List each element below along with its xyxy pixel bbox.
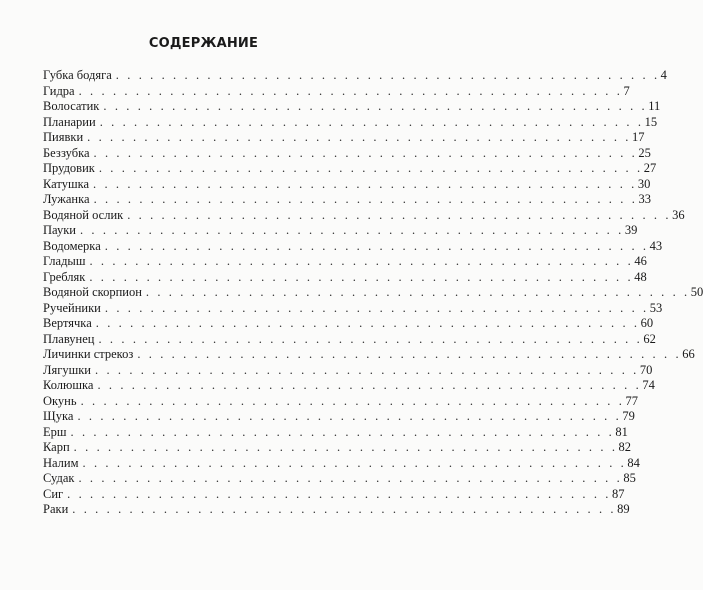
toc-entry-page-number: 53 <box>649 300 663 315</box>
toc-entry-label: Катушка <box>43 176 90 191</box>
toc-entry-page-number: 15 <box>644 114 658 129</box>
toc-entry[interactable] <box>43 223 638 239</box>
toc-entry-label: Гидра <box>43 83 75 98</box>
toc-entry[interactable] <box>43 362 653 379</box>
toc-entry-label: Ручейники <box>43 300 101 315</box>
toc-entry-page-number: 17 <box>632 130 645 144</box>
dot-leader: . . . . . . . . . . . . . . . . . . . . . . . . . . . . . . . . . . . . . . . . . . . . . . . . <box>70 424 615 439</box>
toc-entry-label: Карп <box>43 440 70 454</box>
dot-leader: . . . . . . . . . . . . . . . . . . . . . . . . . . . . . . . . . . . . . . . . . . . . . . . . <box>87 130 632 144</box>
toc-entry-label: Пиявки <box>43 130 84 144</box>
toc-entry-label: Судак <box>43 471 75 485</box>
toc-entry[interactable] <box>43 409 635 425</box>
dot-leader: . . . . . . . . . . . . . . . . . . . . . . . . . . . . . . . . . . . . . . . . . . . . . . . . <box>115 68 660 82</box>
toc-entry[interactable] <box>43 378 655 394</box>
dot-leader: . . . . . . . . . . . . . . . . . . . . . . . . . . . . . . . . . . . . . . . . . . . . . . . . <box>89 269 634 284</box>
toc-entry[interactable] <box>43 502 630 518</box>
toc-entry[interactable] <box>43 424 628 441</box>
toc-entry-page-number: 11 <box>648 99 661 113</box>
toc-entry-page-number: 48 <box>634 269 647 284</box>
dot-leader: . . . . . . . . . . . . . . . . . . . . . . . . . . . . . . . . . . . . . . . . . . . . . . . . <box>103 99 648 113</box>
toc-entry[interactable] <box>43 347 695 363</box>
dot-leader: . . . . . . . . . . . . . . . . . . . . . . . . . . . . . . . . . . . . . . . . . . . . . . . . <box>99 114 644 129</box>
toc-entry[interactable] <box>43 161 657 177</box>
toc-entry-page-number: 81 <box>615 424 628 439</box>
toc-entry-page-number: 27 <box>643 161 657 175</box>
toc-entry-label: Беззубка <box>43 145 90 160</box>
toc-entry-label: Гладыш <box>43 254 86 268</box>
toc-entry[interactable] <box>43 192 651 208</box>
dot-leader: . . . . . . . . . . . . . . . . . . . . . . . . . . . . . . . . . . . . . . . . . . . . . . . . <box>78 471 623 485</box>
toc-entry-page-number: 79 <box>622 409 635 423</box>
dot-leader: . . . . . . . . . . . . . . . . . . . . . . . . . . . . . . . . . . . . . . . . . . . . . . . . <box>127 207 672 222</box>
dot-leader: . . . . . . . . . . . . . . . . . . . . . . . . . . . . . . . . . . . . . . . . . . . . . . . . <box>79 223 624 237</box>
toc-entry-label: Раки <box>43 502 69 516</box>
dot-leader: . . . . . . . . . . . . . . . . . . . . . . . . . . . . . . . . . . . . . . . . . . . . . . . . <box>137 347 682 361</box>
toc-entry-label: Плавунец <box>43 331 95 346</box>
toc-entry-label: Окунь <box>43 393 77 408</box>
toc-entry-label: Пауки <box>43 223 76 237</box>
toc-entry[interactable] <box>43 145 651 162</box>
toc-entry[interactable] <box>43 455 640 472</box>
toc-entry[interactable] <box>43 99 661 115</box>
dot-leader: . . . . . . . . . . . . . . . . . . . . . . . . . . . . . . . . . . . . . . . . . . . . . . . . <box>73 440 618 454</box>
toc-entry-page-number: 46 <box>634 254 647 268</box>
dot-leader: . . . . . . . . . . . . . . . . . . . . . . . . . . . . . . . . . . . . . . . . . . . . . . . . <box>93 192 638 206</box>
dot-leader: . . . . . . . . . . . . . . . . . . . . . . . . . . . . . . . . . . . . . . . . . . . . . . . . <box>89 254 634 268</box>
toc-entry-label: Личинки стрекоз <box>43 347 134 361</box>
toc-entry[interactable] <box>43 68 667 84</box>
toc-entry[interactable] <box>43 254 647 270</box>
toc-entry-page-number: 33 <box>638 192 651 206</box>
toc-entry-label: Планарии <box>43 114 96 129</box>
dot-leader: . . . . . . . . . . . . . . . . . . . . . . . . . . . . . . . . . . . . . . . . . . . . . . . . <box>98 331 643 346</box>
toc-entry-page-number: 66 <box>682 347 695 361</box>
toc-entry-label: Водомерка <box>43 238 101 253</box>
dot-leader: . . . . . . . . . . . . . . . . . . . . . . . . . . . . . . . . . . . . . . . . . . . . . . . . <box>95 316 640 330</box>
toc-entry[interactable] <box>43 300 663 317</box>
toc-entry-page-number: 87 <box>612 486 625 501</box>
toc-entry[interactable] <box>43 316 654 332</box>
toc-entry-label: Колюшка <box>43 378 94 392</box>
toc-entry-page-number: 30 <box>637 176 651 191</box>
toc-entry-label: Водяной скорпион <box>43 285 142 299</box>
toc-entry[interactable] <box>43 130 645 146</box>
dot-leader: . . . . . . . . . . . . . . . . . . . . . . . . . . . . . . . . . . . . . . . . . . . . . . . . <box>82 455 627 470</box>
toc-entry-page-number: 4 <box>660 68 667 82</box>
toc-entry-label: Вертячка <box>43 316 92 330</box>
toc-entry-page-number: 36 <box>672 207 685 222</box>
toc-entry-label: Ерш <box>43 424 67 439</box>
toc-entry[interactable] <box>43 176 651 193</box>
toc-entry-label: Лужанка <box>43 192 90 206</box>
dot-leader: . . . . . . . . . . . . . . . . . . . . . . . . . . . . . . . . . . . . . . . . . . . . . . . . <box>95 362 639 377</box>
dot-leader: . . . . . . . . . . . . . . . . . . . . . . . . . . . . . . . . . . . . . . . . . . . . . . . . <box>78 83 623 98</box>
toc-entry[interactable] <box>43 440 632 456</box>
toc-entry-label: Щука <box>43 409 74 423</box>
dot-leader: . . . . . . . . . . . . . . . . . . . . . . . . . . . . . . . . . . . . . . . . . . . . . . . . <box>93 176 637 191</box>
toc-entry-page-number: 84 <box>627 455 640 470</box>
dot-leader: . . . . . . . . . . . . . . . . . . . . . . . . . . . . . . . . . . . . . . . . . . . . . . . . <box>77 409 622 423</box>
table-of-contents <box>43 68 703 518</box>
toc-entry-label: Водяной ослик <box>43 207 124 222</box>
toc-entry[interactable] <box>43 269 647 286</box>
toc-entry-label: Волосатик <box>43 99 100 113</box>
dot-leader: . . . . . . . . . . . . . . . . . . . . . . . . . . . . . . . . . . . . . . . . . . . . . . . . <box>145 285 690 299</box>
page-title: СОДЕРЖАНИЕ <box>148 36 259 51</box>
toc-entry-label: Гребляк <box>43 269 86 284</box>
toc-entry-page-number: 89 <box>617 502 630 516</box>
toc-entry[interactable] <box>43 207 685 224</box>
toc-entry[interactable] <box>43 393 638 410</box>
toc-entry[interactable] <box>43 238 663 255</box>
toc-entry-page-number: 85 <box>623 471 636 485</box>
toc-entry[interactable] <box>43 114 658 131</box>
toc-entry[interactable] <box>43 83 630 100</box>
dot-leader: . . . . . . . . . . . . . . . . . . . . . . . . . . . . . . . . . . . . . . . . . . . . . . . . <box>104 300 649 315</box>
toc-entry-label: Лягушки <box>43 362 91 377</box>
toc-entry[interactable] <box>43 331 656 348</box>
dot-leader: . . . . . . . . . . . . . . . . . . . . . . . . . . . . . . . . . . . . . . . . . . . . . . . . <box>72 502 617 516</box>
toc-entry-page-number: 62 <box>643 331 656 346</box>
dot-leader: . . . . . . . . . . . . . . . . . . . . . . . . . . . . . . . . . . . . . . . . . . . . . . . . <box>80 393 625 408</box>
toc-entry-page-number: 50 <box>690 285 703 299</box>
toc-entry-page-number: 39 <box>624 223 638 237</box>
dot-leader: . . . . . . . . . . . . . . . . . . . . . . . . . . . . . . . . . . . . . . . . . . . . . . . . <box>97 378 642 392</box>
dot-leader: . . . . . . . . . . . . . . . . . . . . . . . . . . . . . . . . . . . . . . . . . . . . . . . . <box>98 161 643 175</box>
toc-entry-page-number: 82 <box>618 440 632 454</box>
toc-entry-page-number: 43 <box>649 238 663 253</box>
toc-entry-page-number: 70 <box>639 362 653 377</box>
dot-leader: . . . . . . . . . . . . . . . . . . . . . . . . . . . . . . . . . . . . . . . . . . . . . . . . <box>67 486 612 501</box>
toc-entry-page-number: 25 <box>638 145 651 160</box>
toc-entry[interactable] <box>43 285 703 301</box>
toc-entry-page-number: 7 <box>623 83 630 98</box>
toc-entry-page-number: 60 <box>640 316 654 330</box>
toc-entry-label: Губка бодяга <box>43 68 112 82</box>
toc-entry[interactable] <box>43 486 625 503</box>
toc-entry-label: Прудовик <box>43 161 95 175</box>
toc-entry-label: Сиг <box>43 486 64 501</box>
toc-entry-label: Налим <box>43 455 79 470</box>
toc-entry-page-number: 74 <box>642 378 655 392</box>
dot-leader: . . . . . . . . . . . . . . . . . . . . . . . . . . . . . . . . . . . . . . . . . . . . . . . . <box>93 145 638 160</box>
toc-entry[interactable] <box>43 471 636 487</box>
toc-entry-page-number: 77 <box>625 393 638 408</box>
dot-leader: . . . . . . . . . . . . . . . . . . . . . . . . . . . . . . . . . . . . . . . . . . . . . . . . <box>104 238 649 253</box>
